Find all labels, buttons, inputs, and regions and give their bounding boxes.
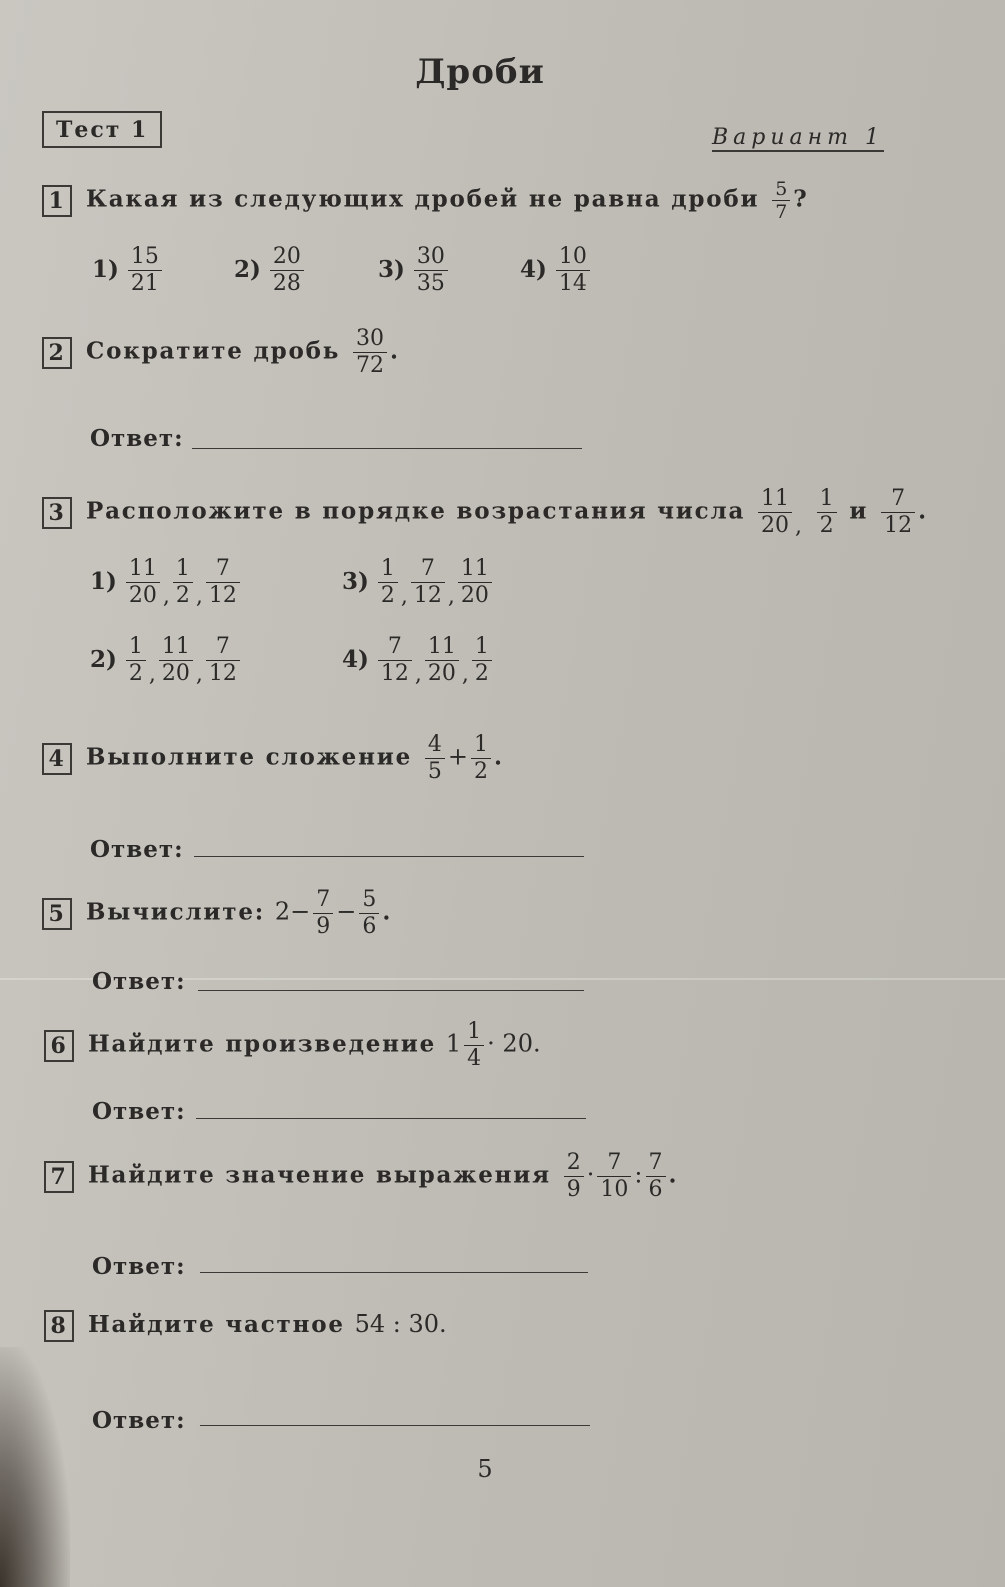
question-text: Вычислите:	[86, 898, 266, 926]
fraction: $\frac{11}{20}$	[159, 634, 193, 687]
answer-label: Ответ:	[92, 1253, 186, 1280]
question-2: 2 Сократите дробь $\frac{30}{72}$ .	[42, 326, 400, 379]
question-text: Выполните сложение	[86, 743, 413, 771]
question-text: Какая из следующих дробей не равна дроби	[86, 185, 760, 213]
fraction: $\frac{5}{6}$	[359, 887, 379, 940]
fraction: $\frac{30}{35}$	[414, 244, 448, 297]
fraction: $\frac{7}{6}$	[646, 1150, 666, 1203]
fraction: $\frac{11}{20}$	[126, 556, 160, 609]
fraction: $\frac{4}{5}$	[425, 732, 445, 785]
answer-field[interactable]	[200, 1425, 590, 1426]
question-text: Расположите в порядке возрастания числа	[86, 497, 746, 525]
fraction: $\frac{7}{12}$	[411, 556, 445, 609]
fraction: $\frac{11}{20}$	[758, 486, 792, 539]
question-text: Найдите произведение	[88, 1030, 437, 1058]
fraction: $\frac{20}{28}$	[270, 244, 304, 297]
answer-label: Ответ:	[90, 836, 184, 863]
fraction: $\frac{1}{2}$	[173, 556, 193, 609]
fraction: $\frac{11}{20}$	[425, 634, 459, 687]
fraction: $\frac{1}{4}$	[464, 1019, 484, 1072]
fraction: $\frac{1}{2}$	[471, 732, 491, 785]
question-6: 6 Найдите произведение 1 $\frac{1}{4}$ · 20.	[44, 1019, 541, 1072]
answer-option[interactable]: 1) $\frac{15}{21}$	[92, 244, 165, 297]
question-7: 7 Найдите значение выражения $\frac{2}{9}$ · $\frac{7}{10}$ : $\frac{7}{6}$ .	[44, 1150, 678, 1203]
answer-label: Ответ:	[92, 1407, 186, 1434]
answer-field[interactable]	[192, 448, 582, 449]
page-title: Дроби	[415, 52, 545, 92]
answer-field[interactable]	[200, 1272, 588, 1273]
fraction: $\frac{7}{9}$	[313, 887, 333, 940]
question-text: Сократите дробь	[86, 337, 341, 365]
fraction: $\frac{5}{7}$	[772, 178, 790, 223]
answer-field[interactable]	[196, 1118, 586, 1119]
fraction: $\frac{7}{10}$	[597, 1150, 631, 1203]
answer-option[interactable]: 2) $\frac{1}{2}$ , $\frac{11}{20}$ , $\frac{7}{12}$	[90, 634, 243, 687]
fraction: $\frac{15}{21}$	[128, 244, 162, 297]
question-text: Найдите значение выражения	[88, 1161, 551, 1189]
answer-field[interactable]	[194, 856, 584, 857]
fraction: $\frac{1}{2}$	[817, 486, 837, 539]
question-8: 8 Найдите частное 54 : 30.	[44, 1310, 447, 1342]
question-number: 2	[42, 337, 72, 369]
answer-label: Ответ:	[92, 968, 186, 995]
question-number: 5	[42, 898, 72, 930]
fraction: $\frac{30}{72}$	[353, 326, 387, 379]
question-number: 6	[44, 1030, 74, 1062]
answer-option[interactable]: 3) $\frac{30}{35}$	[378, 244, 451, 297]
answer-field[interactable]	[198, 990, 584, 991]
question-3: 3 Расположите в порядке возрастания числа $\frac{11}{20}$ , $\frac{1}{2}$ и $\frac{7}{12}$ .	[42, 486, 928, 539]
fraction: $\frac{1}{2}$	[126, 634, 146, 687]
fraction: $\frac{7}{12}$	[206, 634, 240, 687]
question-text: Найдите частное	[88, 1311, 345, 1338]
question-number: 8	[44, 1310, 74, 1342]
question-1: 1 Какая из следующих дробей не равна дроби $\frac{5}{7}$ ?	[42, 178, 809, 223]
answer-option[interactable]: 4) $\frac{7}{12}$ , $\frac{11}{20}$ , $\frac{1}{2}$	[342, 634, 495, 687]
fraction: $\frac{7}{12}$	[881, 486, 915, 539]
question-number: 4	[42, 743, 72, 775]
question-5: 5 Вычислите: 2− $\frac{7}{9}$ − $\frac{5}{6}$ .	[42, 887, 392, 940]
page-number: 5	[477, 1455, 493, 1483]
fraction: $\frac{1}{2}$	[472, 634, 492, 687]
answer-option[interactable]: 3) $\frac{1}{2}$ , $\frac{7}{12}$ , $\frac{11}{20}$	[342, 556, 495, 609]
question-number: 1	[42, 185, 72, 217]
question-number: 3	[42, 497, 72, 529]
question-4: 4 Выполните сложение $\frac{4}{5}$ + $\frac{1}{2}$ .	[42, 732, 504, 785]
fraction: $\frac{11}{20}$	[458, 556, 492, 609]
answer-option[interactable]: 2) $\frac{20}{28}$	[234, 244, 307, 297]
fraction: $\frac{1}{2}$	[378, 556, 398, 609]
fraction: $\frac{10}{14}$	[556, 244, 590, 297]
answer-option[interactable]: 1) $\frac{11}{20}$ , $\frac{1}{2}$ , $\frac{7}{12}$	[90, 556, 243, 609]
fraction: $\frac{7}{12}$	[206, 556, 240, 609]
fraction: $\frac{2}{9}$	[564, 1150, 584, 1203]
fraction: $\frac{7}{12}$	[378, 634, 412, 687]
answer-label: Ответ:	[90, 425, 184, 452]
test-label: Тест 1	[42, 111, 162, 148]
answer-label: Ответ:	[92, 1098, 186, 1125]
variant-label: Вариант 1	[712, 125, 884, 150]
answer-option[interactable]: 4) $\frac{10}{14}$	[520, 244, 593, 297]
question-number: 7	[44, 1161, 74, 1193]
